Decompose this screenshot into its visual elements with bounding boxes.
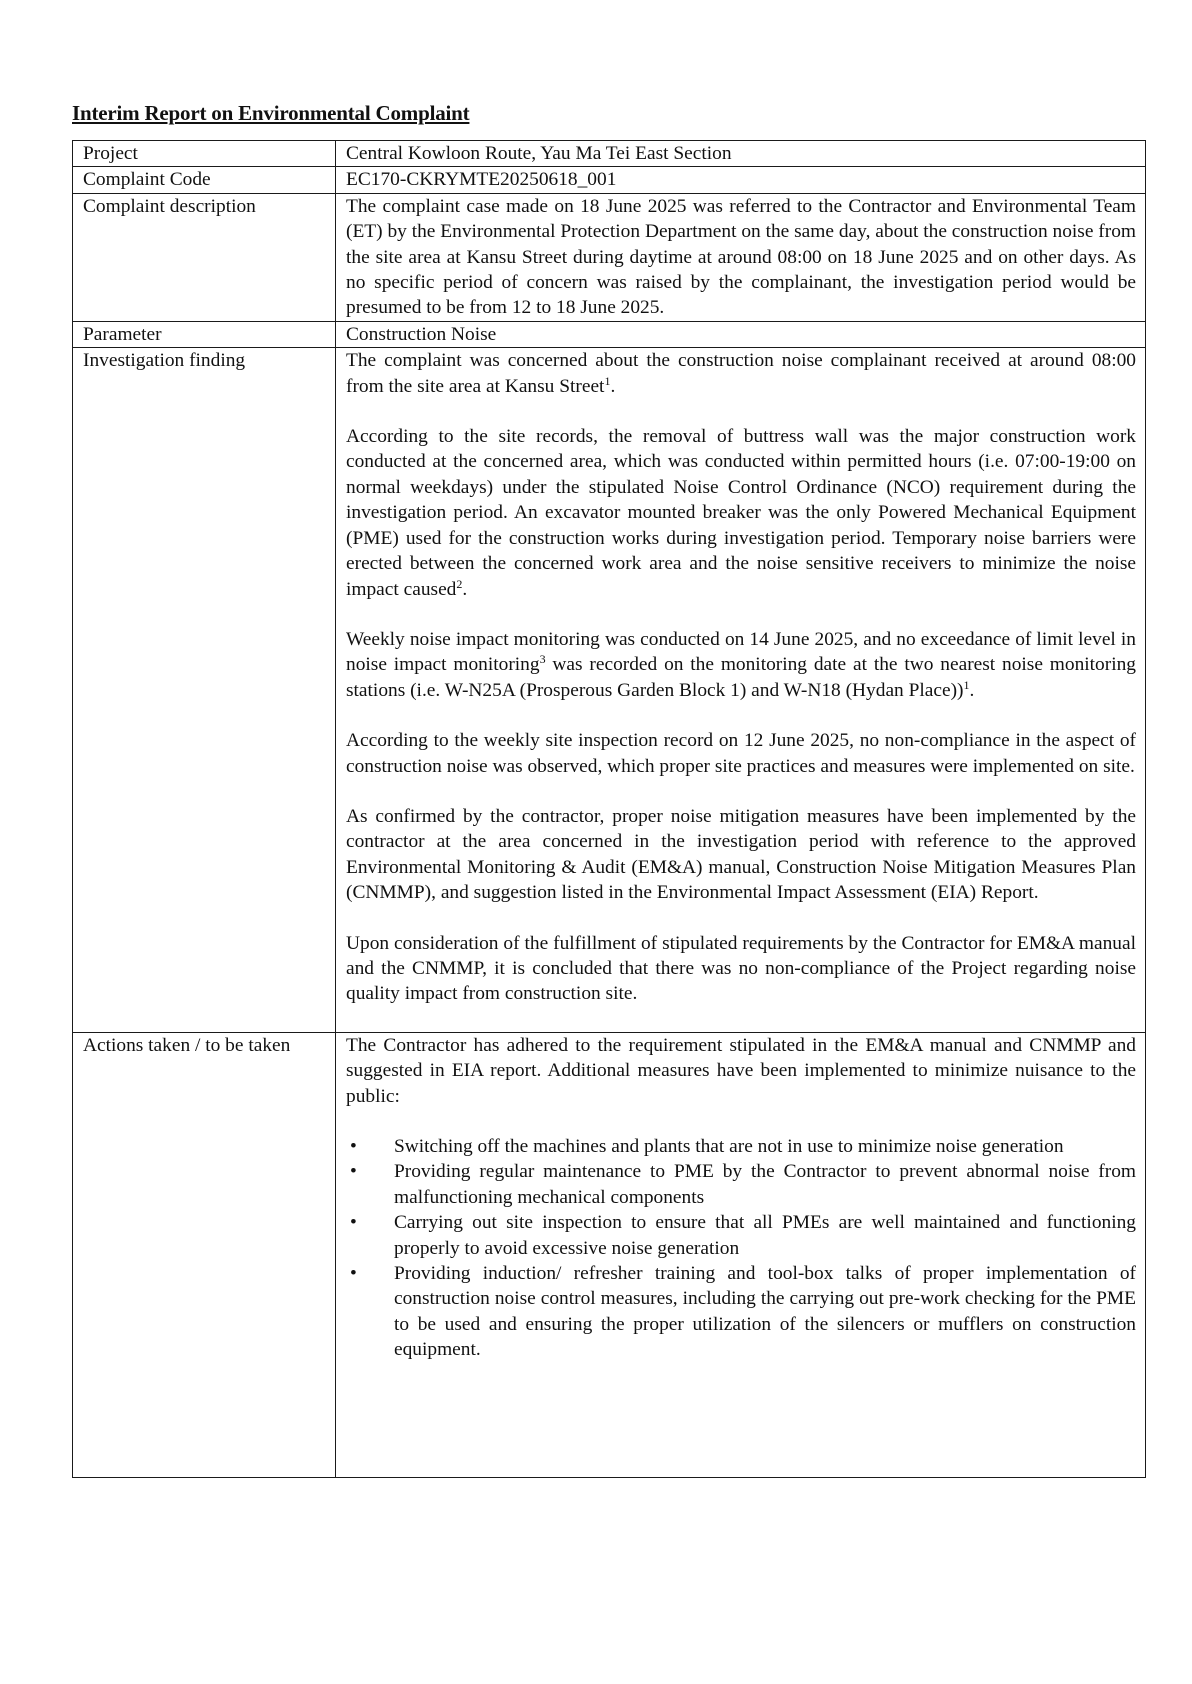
report-title: Interim Report on Environmental Complaint bbox=[72, 101, 470, 125]
actions-bullet-list bbox=[346, 1134, 1136, 1363]
report-page bbox=[72, 100, 1146, 1478]
table-row-project bbox=[73, 141, 1146, 167]
finding-paragraph-4: According to the weekly site inspection record on 12 June 2025, no non-compliance in the aspect of construction noise was observed, which proper site practices and measures were implemented on site. bbox=[346, 730, 1136, 777]
finding-paragraph-3 bbox=[346, 627, 1136, 703]
footnote-ref: 1 bbox=[604, 373, 611, 388]
footnote-ref: 2 bbox=[456, 576, 463, 591]
finding-paragraph-3-text-b: was recorded on the monitoring date at the two nearest noise monitoring stations (i.e. W-N25A (Prosperous Garden Block 1) and W-N18 (Hydan Place)) bbox=[346, 654, 1136, 701]
actions-value bbox=[336, 1032, 1146, 1477]
bullet-icon: • bbox=[350, 1136, 357, 1157]
finding-paragraph-2 bbox=[346, 424, 1136, 602]
list-item bbox=[346, 1210, 1136, 1261]
bullet-icon: • bbox=[350, 1212, 357, 1234]
project-label: Project bbox=[73, 141, 336, 167]
parameter-label: Parameter bbox=[73, 321, 336, 347]
finding-paragraph-1-text: The complaint was concerned about the construction noise complainant received at around 08:00 from the site area at Kansu Street bbox=[346, 350, 1136, 397]
complaint-description-value: The complaint case made on 18 June 2025 was referred to the Contractor and Environmental Team (ET) by the Environmental Protection Department on the same day, about the construction noise from the site area at Kansu Street during daytime at around 08:00 on 18 June 2025 and on other days. As no specific period of concern was raised by the complainant, the investigation period would be presumed to be from 12 to 18 June 2025. bbox=[336, 193, 1146, 321]
finding-paragraph-2-text: According to the site records, the removal of buttress wall was the major construction work conducted at the concerned area, which was conducted within permitted hours (i.e. 07:00-19:00 on normal weekdays) under the stipulated Noise Control Ordinance (NCO) requirement during the investigation period. An excavator mounted breaker was the only Powered Mechanical Equipment (PME) used for the construction works during investigation period. Temporary noise barriers were erected between the concerned work area and the noise sensitive receivers to minimize the noise impact caused bbox=[346, 426, 1136, 600]
complaint-description-label: Complaint description bbox=[73, 193, 336, 321]
list-item-text: Switching off the machines and plants that are not in use to minimize noise generation bbox=[394, 1136, 1064, 1157]
finding-paragraph-3-end: . bbox=[969, 679, 975, 701]
finding-paragraph-6: Upon consideration of the fulfillment of stipulated requirements by the Contractor for EM&A manual and the CNMMP, it is concluded that there was no non-compliance of the Project regarding noise quality impact from construction site. bbox=[346, 932, 1136, 1005]
actions-intro: The Contractor has adhered to the requirement stipulated in the EM&A manual and CNMMP and suggested in EIA report. Additional measures have been implemented to minimize nuisance to the public: bbox=[346, 1034, 1136, 1107]
list-item bbox=[346, 1261, 1136, 1363]
list-item-text: Carrying out site inspection to ensure that all PMEs are well maintained and functioning properly to avoid excessive noise generation bbox=[394, 1212, 1136, 1259]
list-item-text: Providing induction/ refresher training and tool-box talks of proper implementation of construction noise control measures, including the carrying out pre-work checking for the PME to be used and ensuring the proper utilization of the silencers or mufflers on construction equipment. bbox=[394, 1263, 1136, 1361]
bullet-icon: • bbox=[350, 1263, 357, 1285]
finding-paragraph-2-end: . bbox=[462, 578, 468, 600]
finding-paragraph-3-text-a: Weekly noise impact monitoring was conducted on 14 June 2025, and no exceedance of limit level in noise impact monitoring bbox=[346, 628, 1136, 676]
list-item bbox=[346, 1159, 1136, 1210]
footnote-ref: 1 bbox=[963, 677, 970, 692]
complaint-code-label: Complaint Code bbox=[73, 167, 336, 193]
investigation-finding-label: Investigation finding bbox=[73, 348, 336, 1033]
finding-paragraph-1 bbox=[346, 348, 1136, 399]
list-item-text: Providing regular maintenance to PME by the Contractor to prevent abnormal noise from malfunctioning mechanical components bbox=[394, 1161, 1136, 1208]
bullet-icon: • bbox=[350, 1161, 357, 1183]
finding-paragraph-5: As confirmed by the contractor, proper noise mitigation measures have been implemented by the contractor at the area concerned in the investigation period with reference to the approved Environmental Monitoring & Audit (EM&A) manual, Construction Noise Mitigation Measures Plan (CNMMP), and suggestion listed in the Environmental Impact Assessment (EIA) Report. bbox=[346, 805, 1136, 904]
finding-paragraph-1-end: . bbox=[610, 375, 616, 397]
table-row-complaint-code bbox=[73, 167, 1146, 193]
footnote-ref: 3 bbox=[539, 652, 546, 667]
table-row-actions bbox=[73, 1032, 1146, 1477]
list-item bbox=[346, 1134, 1136, 1159]
project-value: Central Kowloon Route, Yau Ma Tei East Section bbox=[336, 141, 1146, 167]
investigation-finding-value bbox=[336, 348, 1146, 1033]
complaint-code-value: EC170-CKRYMTE20250618_001 bbox=[336, 167, 1146, 193]
parameter-value: Construction Noise bbox=[336, 321, 1146, 347]
table-row-parameter bbox=[73, 321, 1146, 347]
table-row-complaint-description bbox=[73, 193, 1146, 321]
complaint-table bbox=[72, 140, 1146, 1478]
actions-label: Actions taken / to be taken bbox=[73, 1032, 336, 1477]
table-row-investigation-finding bbox=[73, 348, 1146, 1033]
